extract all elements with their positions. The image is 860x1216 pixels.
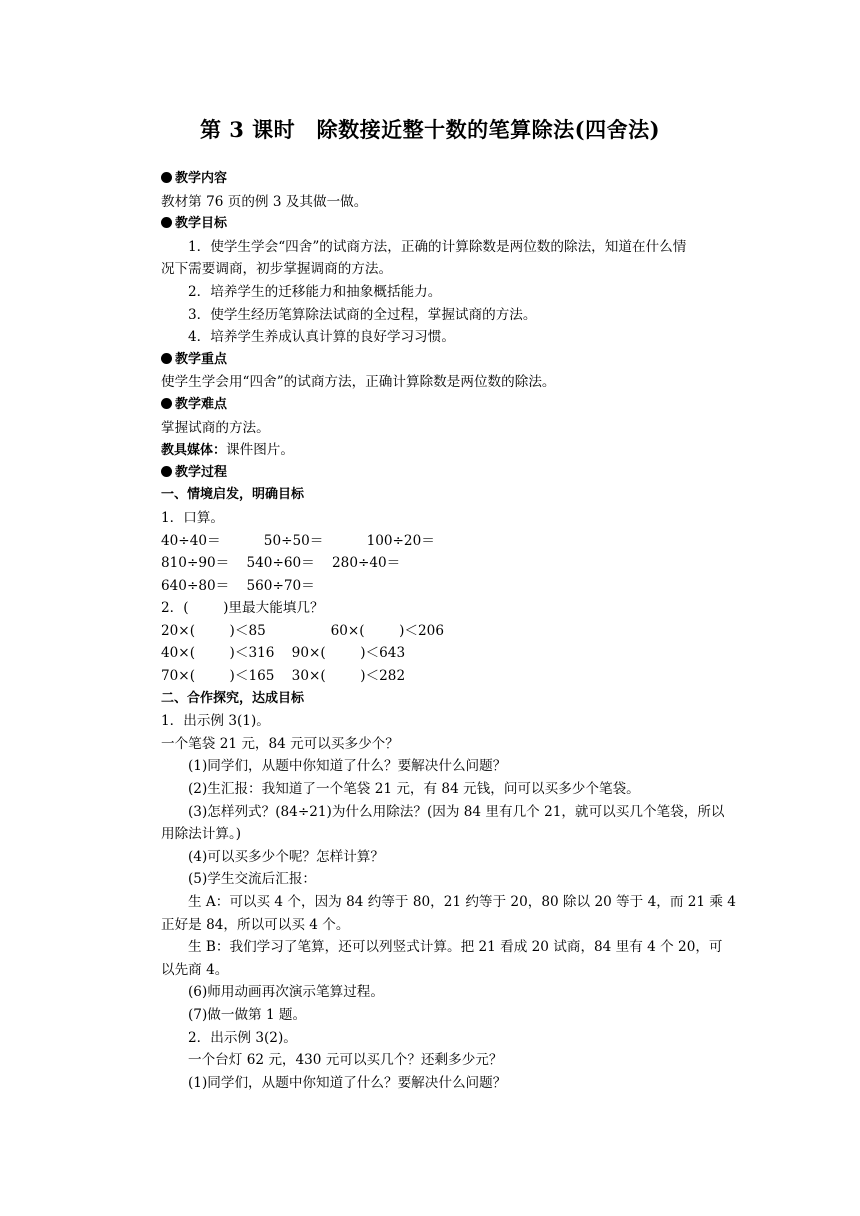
section-heading-content: 教学内容: [161, 168, 733, 191]
paragraph: 生 B：我们学习了笔算，还可以列竖式计算。把 21 看成 20 试商，84 里有 4 个 20，可: [188, 939, 723, 956]
paragraph: 1．口算。: [161, 509, 225, 526]
paragraph: 掌握试商的方法。: [161, 419, 270, 436]
paragraph: (4)可以买多少个呢？怎样计算？: [188, 848, 384, 865]
paragraph: 正好是 84，所以可以买 4 个。: [161, 916, 350, 933]
paragraph: (3)怎样列式？(84÷21)为什么用除法？(因为 84 里有几个 21，就可以买几个笔袋，所以: [188, 803, 725, 820]
paragraph: 用除法计算。): [161, 826, 242, 843]
page-title: 第 3 课时 除数接近整十数的笔算除法(四舍法): [199, 117, 661, 142]
section-heading-process: 教学过程: [161, 462, 733, 485]
paragraph: (2)生汇报：我知道了一个笔袋 21 元，有 84 元钱，问可以买多少个笔袋。: [188, 781, 640, 798]
fill-row: 40×( )＜316 90×( )＜643: [161, 645, 406, 662]
section-heading-key: 教学重点: [161, 349, 733, 372]
media-label: 教具媒体：: [161, 443, 227, 459]
fill-row: 70×( )＜165 30×( )＜282: [161, 668, 406, 685]
section-heading-goals: 教学目标: [161, 213, 733, 236]
calc-row: 640÷80＝ 560÷70＝: [161, 577, 315, 594]
document-body: [161, 168, 736, 1094]
paragraph: 2．出示例 3(2)。: [188, 1029, 297, 1046]
paragraph: 使学生学会用“四舍”的试商方法，正确计算除数是两位数的除法。: [161, 374, 556, 391]
media-line: [161, 439, 733, 462]
paragraph: 一个笔袋 21 元，84 元可以买多少个？: [161, 735, 399, 752]
paragraph: (7)做一做第 1 题。: [188, 1006, 307, 1023]
section-heading-difficulty: 教学难点: [161, 394, 733, 417]
paragraph: 况下需要调商，初步掌握调商的方法。: [161, 261, 393, 278]
paragraph: (6)师用动画再次演示笔算过程。: [188, 984, 384, 1001]
paragraph: 4．培养学生养成认真计算的良好学习习惯。: [188, 329, 455, 346]
subsection-heading-1: 一、情境启发，明确目标: [161, 487, 305, 503]
paragraph: 1．出示例 3(1)。: [161, 713, 270, 730]
paragraph: 教材第 76 页的例 3 及其做一做。: [161, 193, 368, 210]
subsection-heading-2: 二、合作探究，达成目标: [161, 690, 305, 706]
paragraph: 以先商 4。: [161, 961, 229, 978]
paragraph: 2．培养学生的迁移能力和抽象概括能力。: [188, 283, 442, 300]
paragraph: 2．( )里最大能填几？: [161, 600, 324, 617]
calc-row: 810÷90＝ 540÷60＝ 280÷40＝: [161, 555, 401, 572]
bullet-icon: [161, 466, 172, 477]
fill-row: 20×( )＜85 60×( )＜206: [161, 622, 444, 639]
calc-row: 40÷40＝ 50÷50＝ 100÷20＝: [161, 532, 435, 549]
bullet-icon: [161, 217, 172, 228]
bullet-icon: [161, 172, 172, 183]
paragraph: (5)学生交流后汇报：: [188, 871, 317, 888]
paragraph: 1．使学生学会“四舍”的试商方法，正确的计算除数是两位数的除法，知道在什么情: [188, 238, 687, 255]
bullet-icon: [161, 353, 172, 364]
paragraph: (1)同学们，从题中你知道了什么？要解决什么问题？: [188, 758, 507, 775]
paragraph: 3．使学生经历笔算除法试商的全过程，掌握试商的方法。: [188, 306, 537, 323]
paragraph: 生 A：可以买 4 个，因为 84 约等于 80，21 约等于 20，80 除以 20 等于 4，而 21 乘 4: [188, 894, 736, 910]
paragraph: (1)同学们，从题中你知道了什么？要解决什么问题？: [188, 1074, 507, 1091]
bullet-icon: [161, 398, 172, 409]
paragraph: 一个台灯 62 元，430 元可以买几个？还剩多少元？: [188, 1052, 503, 1069]
media-value: 课件图片。: [226, 442, 294, 459]
